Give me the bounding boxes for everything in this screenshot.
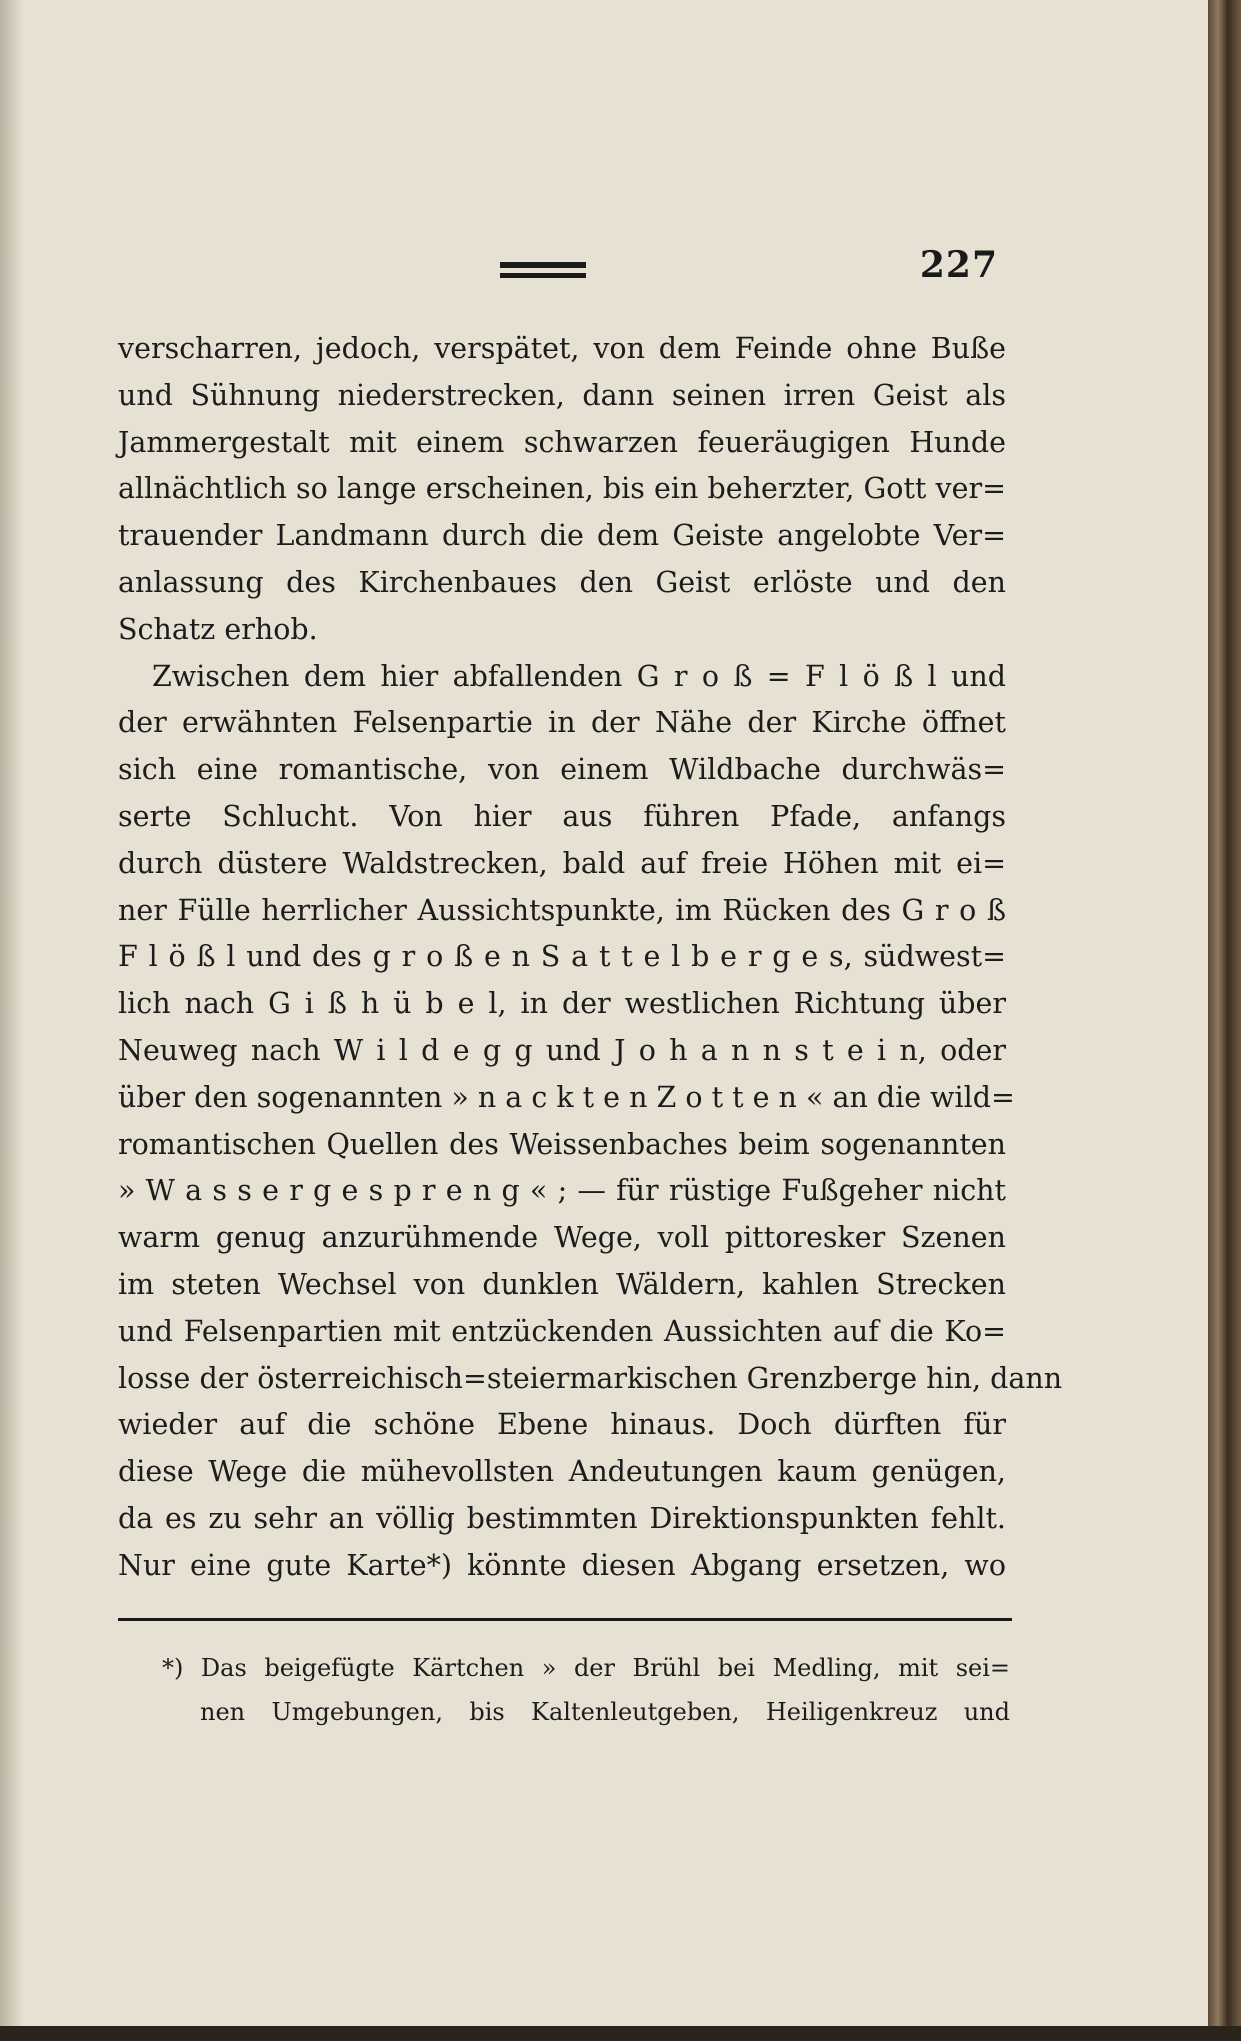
text-line: und Felsenpartien mit entzückenden Aussichten auf die Ko= [118,1314,1006,1348]
text-line: da es zu sehr an völlig bestimmten Direktionspunkten fehlt. [118,1501,1006,1535]
text-line: Schatz erhob. [118,612,318,646]
page-header [112,244,998,304]
text-line: lich nach G i ß h ü b e l, in der westlichen Richtung über [118,987,1006,1021]
text-line: verscharren, jedoch, verspätet, von dem Feinde ohne Buße [118,332,1006,365]
text-line: romantischen Quellen des Weissenbaches beim sogenannten [118,1127,1006,1161]
book-bottom-edge [0,2026,1241,2041]
text-line: anlassung des Kirchenbaues den Geist erlöste und den [118,565,1006,599]
text-line: über den sogenannten » n a c k t e n Z o t t e n « an die wild= [118,1080,1015,1114]
text-line: losse der österreichisch=steiermarkischen Grenzberge hin, dann [118,1361,1063,1395]
footnote-line: nen Umgebungen, bis Kaltenleutgeben, Heiligenkreuz und [200,1698,1010,1726]
header-ornament-rule [500,262,586,278]
text-line: diese Wege die mühevollsten Andeutungen kaum genügen, [118,1455,1006,1489]
text-line: trauender Landmann durch die dem Geiste angelobte Ver= [118,519,1006,553]
text-line: Jammergestalt mit einem schwarzen feueräugigen Hunde [118,425,1006,459]
text-line: im steten Wechsel von dunklen Wäldern, kahlen Strecken [118,1267,1006,1301]
footnote-line: *) Das beigefügte Kärtchen » der Brühl bei Medling, mit sei= [162,1654,1010,1682]
text-line: serte Schlucht. Von hier aus führen Pfade, anfangs [118,799,1006,833]
text-line: Neuweg nach W i l d e g g und J o h a n n s t e i n, oder [118,1033,1006,1067]
text-line: wieder auf die schöne Ebene hinaus. Doch dürften für [118,1408,1006,1442]
body-text [118,326,1063,1590]
text-line: Nur eine gute Karte*) könnte diesen Abgang ersetzen, wo [118,1548,1006,1582]
text-line: und Sühnung niederstrecken, dann seinen irren Geist als [118,378,1006,412]
text-line: warm genug anzurühmende Wege, voll pittoresker Szenen [118,1221,1006,1255]
paragraph-start-line: Zwischen dem hier abfallenden G r o ß = F l ö ß l und [152,659,1006,693]
text-line: der erwähnten Felsenpartie in der Nähe der Kirche öffnet [118,706,1006,740]
text-line: allnächtlich so lange erscheinen, bis ein beherzter, Gott ver= [118,472,1006,506]
footnote-divider [118,1618,1012,1621]
page-gutter-shadow [0,0,24,2026]
text-line: » W a s s e r g e s p r e n g « ; — für rüstige Fußgeher nicht [118,1174,1006,1208]
page-number: 227 [919,244,998,286]
text-line: sich eine romantische, von einem Wildbache durchwäs= [118,753,1006,787]
book-fore-edge [1208,0,1241,2041]
text-line: ner Fülle herrlicher Aussichtspunkte, im Rücken des G r o ß [118,893,1006,927]
footnote [118,1646,1010,1734]
text-line: durch düstere Waldstrecken, bald auf freie Höhen mit ei= [118,846,1006,880]
text-line: F l ö ß l und des g r o ß e n S a t t e l b e r g e s, südwest= [118,940,1006,974]
